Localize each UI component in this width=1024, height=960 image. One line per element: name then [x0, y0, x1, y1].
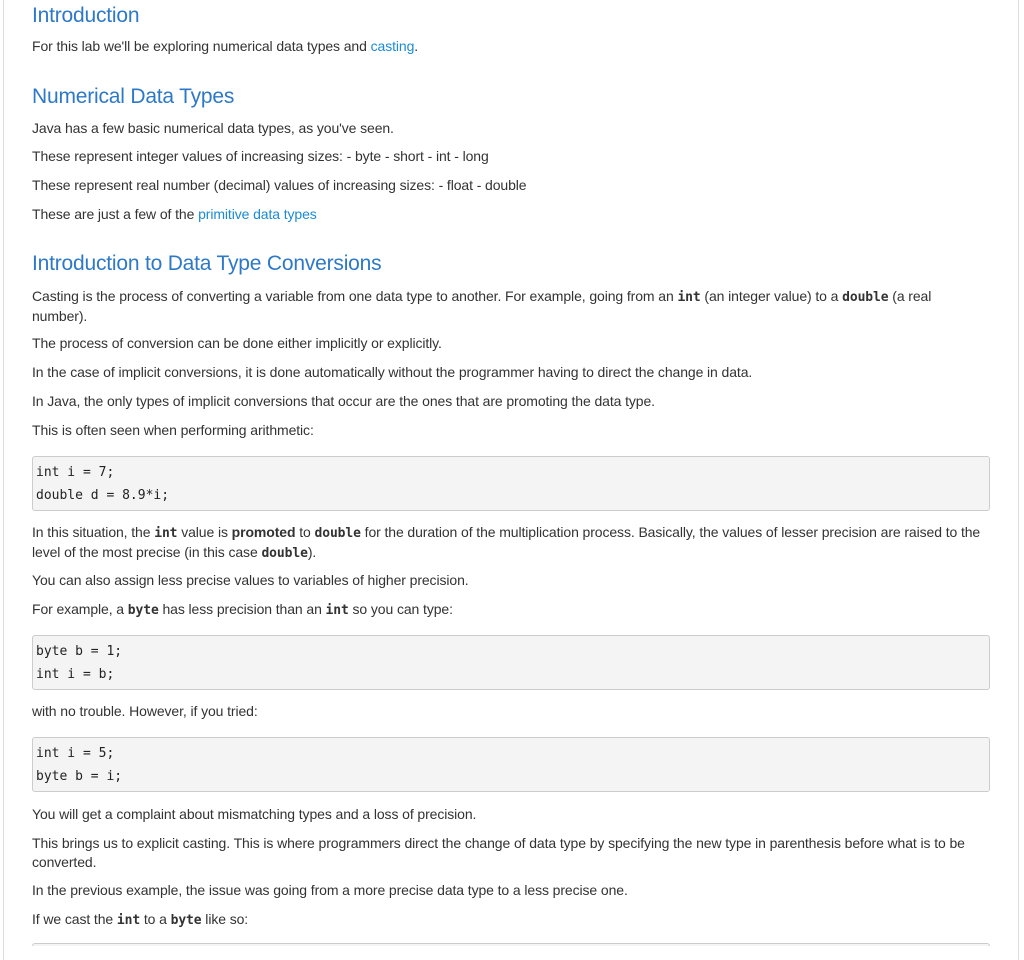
code-line: int i = b; — [36, 667, 115, 682]
conversions-paragraph-13 — [32, 910, 990, 930]
code-line: int i = 7; — [36, 465, 115, 480]
conv-p13-c: like so: — [201, 911, 249, 927]
code-block-3 — [32, 737, 990, 792]
conv-p6-c: to — [295, 524, 315, 540]
conversions-paragraph-4: In Java, the only types of implicit conversions that occur are the ones that are promoting the data type. — [32, 393, 655, 409]
intro-paragraph — [32, 37, 990, 56]
intro-text: For this lab we'll be exploring numerical data types and — [32, 38, 371, 54]
casting-link[interactable]: casting — [370, 38, 415, 54]
inline-code: int — [116, 913, 141, 928]
conversions-paragraph-8 — [32, 600, 990, 620]
numerical-paragraph-3: These represent real number (decimal) values of increasing sizes: - float - double — [32, 177, 527, 193]
bold-term: promoted — [231, 524, 296, 540]
conv-p1-a: Casting is the process of converting a variable from one data type to another. For example, going from an — [32, 288, 678, 304]
conv-p6-e: ). — [307, 544, 317, 560]
code-line: byte b = i; — [36, 769, 123, 784]
conv-p6-d: for the duration of the multiplication process. Basically, the values of lesser precision are raised to the level of the most precise (in this case — [32, 524, 981, 560]
inline-code: double — [842, 290, 889, 305]
conv-p8-c: so you can type: — [348, 601, 453, 617]
conversions-paragraph-1 — [32, 287, 990, 326]
inline-code: double — [261, 546, 308, 561]
conv-p1-b: (an integer value) to a — [700, 288, 843, 304]
code-line: double d = 8.9*i; — [36, 488, 170, 503]
inline-code: int — [325, 603, 349, 618]
conversions-paragraph-9: with no trouble. However, if you tried: — [32, 703, 258, 719]
numerical-paragraph-4 — [32, 205, 990, 224]
conv-p8-b: has less precision than an — [158, 601, 326, 617]
conversions-paragraph-2: The process of conversion can be done either implicitly or explicitly. — [32, 335, 442, 351]
numerical-heading: Numerical Data Types — [32, 85, 235, 108]
conversions-paragraph-7: You can also assign less precise values to variables of higher precision. — [32, 572, 469, 588]
inline-code: int — [677, 290, 701, 305]
code-line: byte b = 1; — [36, 644, 123, 659]
inline-code: byte — [170, 913, 202, 928]
numerical-p4-text: These are just a few of the — [32, 206, 199, 222]
primitive-data-types-link[interactable]: primitive data types — [198, 206, 317, 222]
conversions-paragraph-12: In the previous example, the issue was going from a more precise data type to a less precise one. — [32, 882, 628, 898]
conversions-paragraph-3: In the case of implicit conversions, it is done automatically without the programmer having to direct the change in data. — [32, 364, 753, 380]
conv-p6-a: In this situation, the — [32, 524, 155, 540]
intro-period: . — [414, 38, 419, 54]
code-line: int i = 5; — [36, 746, 115, 761]
conv-p8-a: For example, a — [32, 601, 128, 617]
inline-code: int — [154, 526, 178, 541]
code-block-2 — [32, 635, 990, 690]
numerical-paragraph-1: Java has a few basic numerical data types, as you've seen. — [32, 120, 394, 136]
intro-heading: Introduction — [32, 4, 140, 27]
conversions-paragraph-10: You will get a complaint about mismatching types and a loss of precision. — [32, 806, 477, 822]
conv-p1-c: (a real number). — [32, 288, 932, 324]
conversions-paragraph-11: This brings us to explicit casting. This is where programmers direct the change of data type by specifying the new type in parenthesis before what is to be converted. — [32, 835, 965, 870]
conversions-heading: Introduction to Data Type Conversions — [32, 252, 382, 275]
code-block-1 — [32, 456, 990, 511]
inline-code: byte — [127, 603, 159, 618]
conversions-paragraph-5: This is often seen when performing arithmetic: — [32, 422, 314, 438]
conv-p13-a: If we cast the — [32, 911, 117, 927]
conv-p13-b: to a — [140, 911, 171, 927]
conv-p6-b: value is — [177, 524, 232, 540]
conversions-paragraph-6 — [32, 523, 990, 563]
numerical-paragraph-2: These represent integer values of increasing sizes: - byte - short - int - long — [32, 148, 489, 164]
inline-code: double — [314, 526, 361, 541]
